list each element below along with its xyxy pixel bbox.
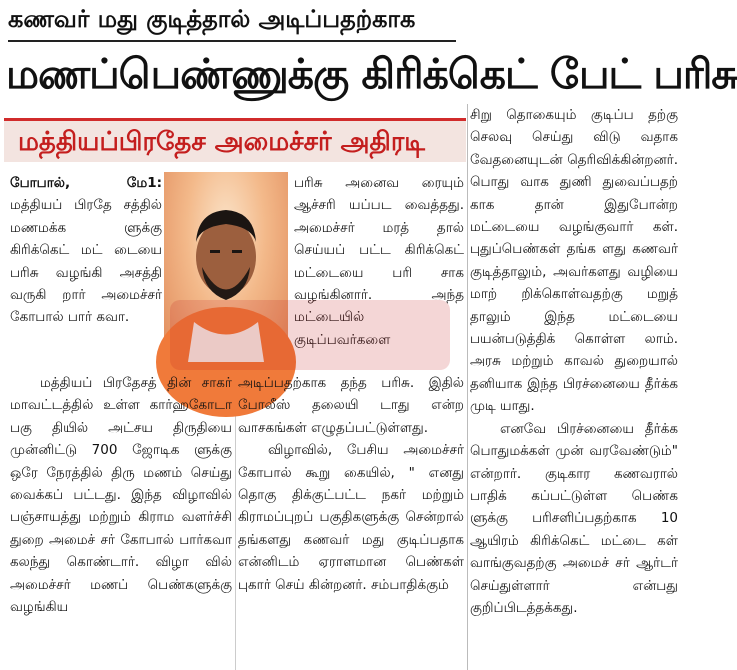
subhead-banner — [4, 118, 466, 162]
article-column-left-bottom — [10, 372, 232, 670]
column-divider — [235, 372, 236, 670]
article-column-mid-top — [294, 172, 464, 368]
article-paragraph: எனவே பிரச்னையை தீர்க்க பொதுமக்கள் முன் வரவேண்டும்" என்றார். குடிகார கணவரால் பாதிக் கப்பட்டுள்ள பெண்க ளுக்கு பரிசளிப்பதற்காக 10 ஆயிரம் கிரிக்கெட் மட்டை கள் வாங்குவதற்கு அமைச் சர் ஆர்டர் செய்துள்ளார் என்பது குறிப்பிடத்தக்கது. — [470, 420, 678, 616]
article-paragraph: சிறு தொகையும் குடிப்ப தற்கு செலவு செய்து விடு வதாக வேதனையுடன் தெரிவிக்கின்றனர். பொது வாக துணி துவைப்பதற் காக தான் இதுபோன்ற மட்டையை வழங்குவார் கள். புதுப்பெண்கள் தங்க ளது கணவர் குடித்தாலும், அவர்களது வழியை மாற் றிக்கொள்வதற்கு மறுத் தாலும் இந்த மட்டையை பயன்படுத்திக் கொள்ள லாம். அரசு மற்றும் காவல் துறையால் தனியாக இந்த பிரச்னையை தீர்க்க முடி யாது. — [470, 107, 678, 415]
article-paragraph: அடிப்பதற்காக தந்த பரிசு. இதில் போலீஸ் தலையி டாது என்ற வாசகங்கள் எழுதப்பட்டுள்ளது. — [238, 375, 464, 436]
article-column-left-top — [10, 172, 162, 368]
article-paragraph: விழாவில், பேசிய அமைச்சர் கோபால் கூறு கையில், " எனது தொகு திக்குட்பட்ட நகர் மற்றும் கிராமப்புறப் பகுதிகளுக்கு சென்றால் தங்களது கணவர் மது குடிப்பதாக என்னிடம் ஏராளமான பெண்கள் புகார் செய் கின்றனர். சம்பாதிக்கும் — [238, 442, 464, 593]
column-divider — [467, 104, 468, 670]
dateline: போபால், மே1: — [10, 175, 162, 191]
article-paragraph: மத்தியப் பிரதேசத் தின் சாகர் மாவட்டத்தில் உள்ள கார்ஹகோடா பகு தியில் அட்சய திருதியை முன்னிட்டு 700 ஜோடிக ளுக்கு ஒரே நேரத்தில் திரு மணம் செய்து வைக்கப் பட்டது. இந்த விழாவில் பஞ்சாயத்து மற்றும் கிராம வளர்ச்சி துறை அமைச் சர் கோபால் பார்கவா கலந்து கொண்டார். விழா வில் அமைச்சர் மணப் பெண்களுக்கு வழங்கிய — [10, 375, 232, 616]
minister-photo — [164, 172, 288, 362]
article-text: மத்தியப் பிரதே சத்தில் மணமக்க ளுக்கு கிரிக்கெட் மட் டையை பரிசு வழங்கி அசத்தி வருகி றார் அமைச்சர் கோபால் பார் கவா. — [10, 197, 162, 326]
portrait-illustration — [164, 172, 288, 362]
article-text: பரிசு அனைவ ரையும் ஆச்சரி யப்பட வைத்தது. அமைச்சர் மரத் தால் செய்யப் பட்ட கிரிக்கெட் மட்டையை பரி சாக வழங்கினார். அந்த மட்டையில் குடிப்பவர்களை — [294, 175, 464, 348]
article-column-mid-bottom — [238, 372, 464, 670]
article-column-right — [470, 104, 678, 670]
kicker-divider — [8, 40, 456, 42]
subhead-text: மத்தியப்பிரதேச அமைச்சர் அதிரடி — [18, 127, 425, 157]
kicker-headline: கணவர் மது குடித்தால் அடிப்பதற்காக — [8, 5, 416, 33]
main-headline: மணப்பெண்ணுக்கு கிரிக்கெட் பேட் பரிசு — [6, 50, 737, 98]
